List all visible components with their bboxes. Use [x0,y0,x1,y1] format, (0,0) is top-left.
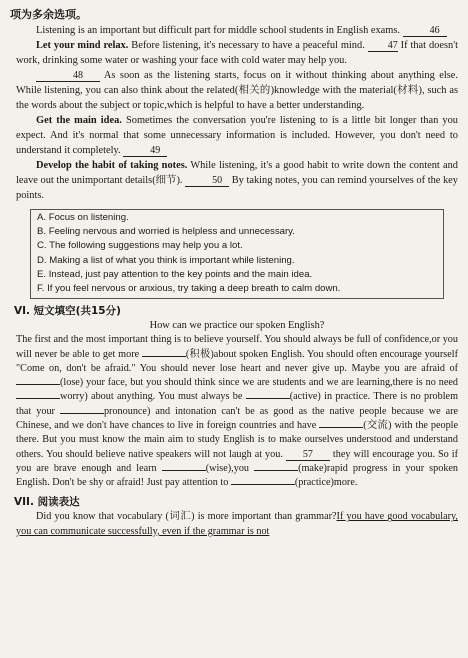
blank-58[interactable] [162,470,206,471]
blank-50[interactable]: 50 [185,175,229,187]
blank-54[interactable] [246,398,290,399]
passage-title: How can we practice our spoken English? [149,320,325,332]
blank-46[interactable]: 46 [403,25,447,37]
paragraph-5: Develop the habit of taking notes. While listening, it's a good habit to write down the content and leave out the unimportant details(细节). 50 By taking notes, you can remind yourselves of the key points. [16,160,458,201]
section-header: 项为多余选项。 [10,8,87,21]
option-e: E. Instead, just pay attention to the key points and the main idea. [37,268,313,280]
blank-56[interactable] [319,427,363,428]
blank-60[interactable] [231,484,295,485]
blank-59[interactable] [254,470,298,471]
section-7-passage: Did you know that vocabulary (词汇) is more important than grammar?If you have good vocabulary, you can communicate successfully, even if the grammar is not [16,511,458,537]
section-7-heading: VII. 阅读表达 [14,496,80,509]
options-box [30,209,444,299]
heading-notes: Develop the habit of taking notes. [36,160,188,171]
option-a: A. Focus on listening. [37,212,129,223]
heading-main-idea: Get the main idea. [36,115,122,126]
option-f: F. If you feel nervous or anxious, try taking a deep breath to calm down. [37,283,341,295]
option-b: B. Feeling nervous and worried is helpless and unnecessary. [37,226,295,238]
blank-57[interactable]: 57 [286,449,330,461]
blank-48[interactable]: 48 [36,70,100,82]
blank-49[interactable]: 49 [123,145,167,157]
paragraph-2: Let your mind relax. Before listening, it's necessary to have a peaceful mind. 47 If that doesn't work, drinking some water or washing your face with cold water may help you. [16,40,458,66]
option-d: D. Making a list of what you think is important while listening. [37,254,295,266]
paragraph-4: Get the main idea. Sometimes the conversation you're listening to is a little bit longer than you expect. And it's normal that some unnecessary information is included. However, you don't need to understand it completely. 49 [16,115,458,156]
paragraph-3: 48 As soon as the listening starts, focus on it without thinking about anything else. While listening, you can also think about the related(相关的)knowledge with the material(材料), such as the words about the subject or topic,which is helpful to have a better understanding. [16,70,458,111]
section-6-heading: VI. 短文填空(共15分) [14,305,121,318]
section-6-passage: The first and the most important thing is to believe yourself. You should always be full of confidence,or you will never be able to get more (积极)about spoken English. You should often encourage yourself "Come on, don't be afraid." You should never lose heart and never give up. Maybe you are afraid of (lose) your face, but you should think since we are students and we are learning,there is no need worry) about anything. You must always be (active) in practice. There is no problem that your pronounce) and intonation can't be as good as the native people because we are Chinese, and we don't have chances to live in foreign countries and have (交流) with the people there. But you must know the main aim to study English is to make ourselves understood and understand others. You should believe native speakers will not laugh at you. 57 they will encourage you. So if you are brave enough and learn (wise),you (make)rapid progress in your spoken English. Don't be shy or afraid! Just pay attention to (practice)more. [16,334,459,489]
option-c: C. The following suggestions may help you a lot. [37,240,243,252]
blank-53[interactable] [16,398,60,399]
blank-47[interactable]: 47 [368,40,398,52]
blank-55[interactable] [60,413,104,414]
blank-51[interactable] [142,356,186,357]
paragraph-1: Listening is an important but difficult part for middle school students in English exams. 46 [16,23,458,38]
heading-relax: Let your mind relax. [36,40,129,51]
blank-52[interactable] [16,384,60,385]
